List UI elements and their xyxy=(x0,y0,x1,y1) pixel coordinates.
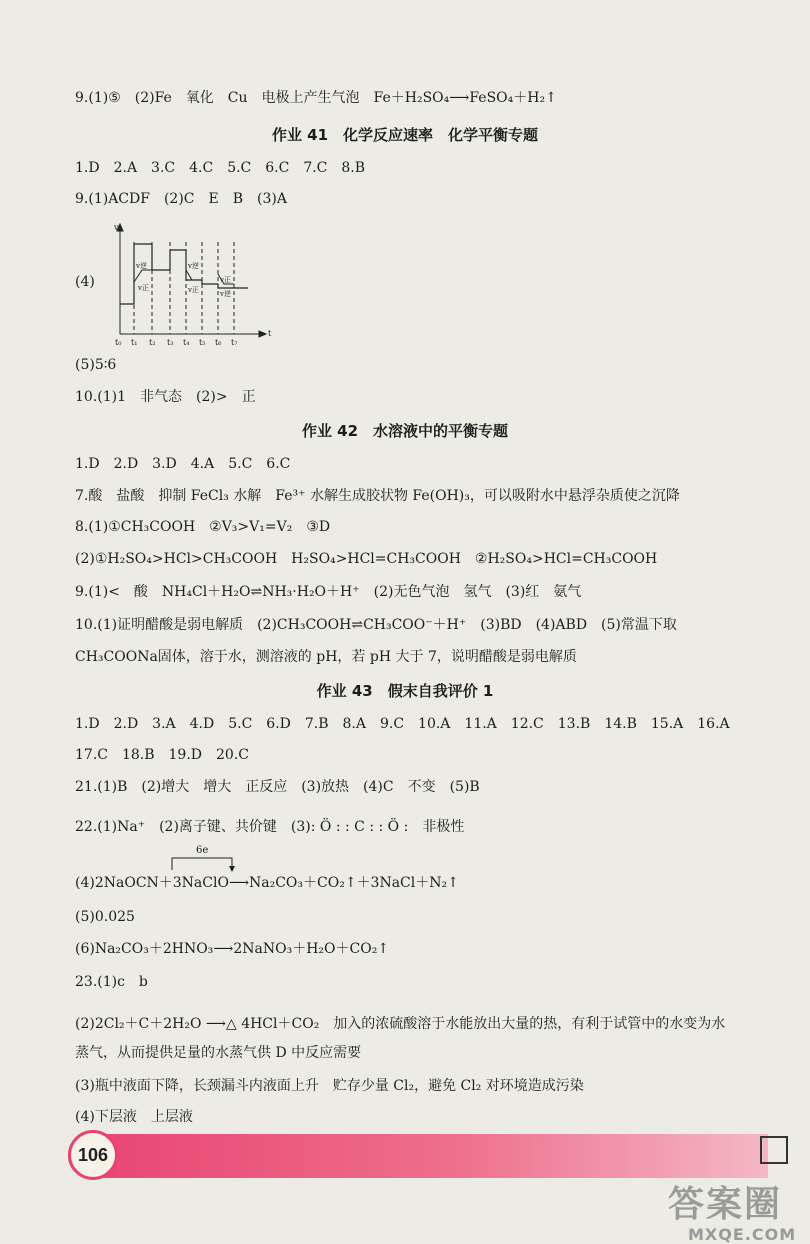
answer-line: CH₃COONa固体，溶于水，测溶液的 pH，若 pH 大于 7，说明醋酸是弱电解质 xyxy=(75,649,577,665)
t-label: t₇ xyxy=(231,338,238,347)
answer-line: 17.C 18.B 19.D 20.C xyxy=(75,747,249,763)
answer-line: (5)5∶6 xyxy=(75,357,117,373)
answer-line: (5)0.025 xyxy=(75,909,135,925)
footer-bar xyxy=(68,1134,768,1178)
watermark-main: 答案圈 xyxy=(668,1184,783,1225)
answer-line: 23.(1)c b xyxy=(75,974,148,990)
answer-line: (2)2Cl₂＋C＋2H₂O ⟶△ 4HCl＋CO₂ 加入的浓硫酸溶于水能放出大量的热，有利于试管中的水变为水 xyxy=(75,1016,726,1032)
answer-line: 1.D 2.A 3.C 4.C 5.C 6.C 7.C 8.B xyxy=(75,160,366,176)
answer-line: (4)下层液 上层液 xyxy=(75,1109,193,1125)
watermark-logo xyxy=(668,1176,796,1244)
v-axis-label: v xyxy=(114,223,119,232)
page-number: 106 xyxy=(68,1130,118,1180)
answer-line: 9.(1)ACDF (2)C E B (3)A xyxy=(75,191,287,207)
t-axis-arrow xyxy=(259,331,266,337)
curve-label: v正 xyxy=(188,286,199,294)
answer-line: 1.D 2.D 3.D 4.A 5.C 6.C xyxy=(75,456,291,472)
curve-label: v逆 xyxy=(188,262,199,270)
t-label: t₃ xyxy=(167,338,174,347)
answer-line: 7.酸 盐酸 抑制 FeCl₃ 水解 Fe³⁺ 水解生成胶状物 Fe(OH)₃，可以吸附水中悬浮杂质使之沉降 xyxy=(75,488,680,504)
corner-box-icon xyxy=(760,1136,788,1164)
t-label: t₆ xyxy=(215,338,222,347)
t-label: t₀ xyxy=(115,338,122,347)
section-heading-42: 作业 42 水溶液中的平衡专题 xyxy=(301,422,509,440)
answer-line: 10.(1)证明醋酸是弱电解质 (2)CH₃COOH⇌CH₃COO⁻＋H⁺ (3)BD (4)ABD (5)常温下取 xyxy=(75,617,677,633)
curve-label: v正 xyxy=(138,284,149,292)
answer-line: 蒸气，从而提供足量的水蒸气供 D 中反应需要 xyxy=(75,1045,362,1061)
t-axis-label: t xyxy=(268,329,272,338)
section-heading-43: 作业 43 假末自我评价 1 xyxy=(316,682,494,700)
answer-line: 9.(1)⑤ (2)Fe 氧化 Cu 电极上产生气泡 Fe＋H₂SO₄⟶FeSO₄＋H₂↑ xyxy=(75,90,557,106)
answer-line: 22.(1)Na⁺ (2)离子键、共价键 (3): Ö : : C : : Ö : 非极性 xyxy=(75,819,465,835)
answer-line: (2)①H₂SO₄>HCl>CH₃COOH H₂SO₄>HCl=CH₃COOH ②H₂SO₄>HCl=CH₃COOH xyxy=(75,551,658,567)
watermark-sub: MXQE.COM xyxy=(688,1225,797,1244)
answer-line: 9.(1)< 酸 NH₄Cl＋H₂O⇌NH₃·H₂O＋H⁺ (2)无色气泡 氢气 (3)红 氨气 xyxy=(75,584,582,600)
answer-line: 21.(1)B (2)增大 增大 正反应 (3)放热 (4)C 不变 (5)B xyxy=(75,779,480,795)
t-label: t₁ xyxy=(131,338,138,347)
rate-time-graph xyxy=(112,222,282,348)
curve-label: v逆 xyxy=(220,290,231,298)
answer-line: (6)Na₂CO₃＋2HNO₃⟶2NaNO₃＋H₂O＋CO₂↑ xyxy=(75,941,390,957)
t-label: t₄ xyxy=(183,338,190,347)
curve-label: v正 xyxy=(220,276,231,284)
answer-line: 8.(1)①CH₃COOH ②V₃>V₁=V₂ ③D xyxy=(75,519,331,535)
answer-line: (3)瓶中液面下降，长颈漏斗内液面上升 贮存少量 Cl₂，避免 Cl₂ 对环境造成污染 xyxy=(75,1078,584,1094)
answer-line: (4) xyxy=(75,274,95,290)
answer-line: 1.D 2.D 3.A 4.D 5.C 6.D 7.B 8.A 9.C 10.A 11.A 12.C 13.B 14.B 15.A 16.A xyxy=(75,716,730,732)
t-label: t₅ xyxy=(199,338,206,347)
curve-label: v逆 xyxy=(136,262,147,270)
section-heading-41: 作业 41 化学反应速率 化学平衡专题 xyxy=(271,126,539,144)
electron-count: 6e xyxy=(196,845,209,856)
answer-line: 10.(1)1 非气态 (2)> 正 xyxy=(75,389,256,405)
answer-line: (4)2NaOCN＋3NaClO⟶Na₂CO₃＋CO₂↑＋3NaCl＋N₂↑ xyxy=(75,875,459,891)
t-label: t₂ xyxy=(149,338,156,347)
